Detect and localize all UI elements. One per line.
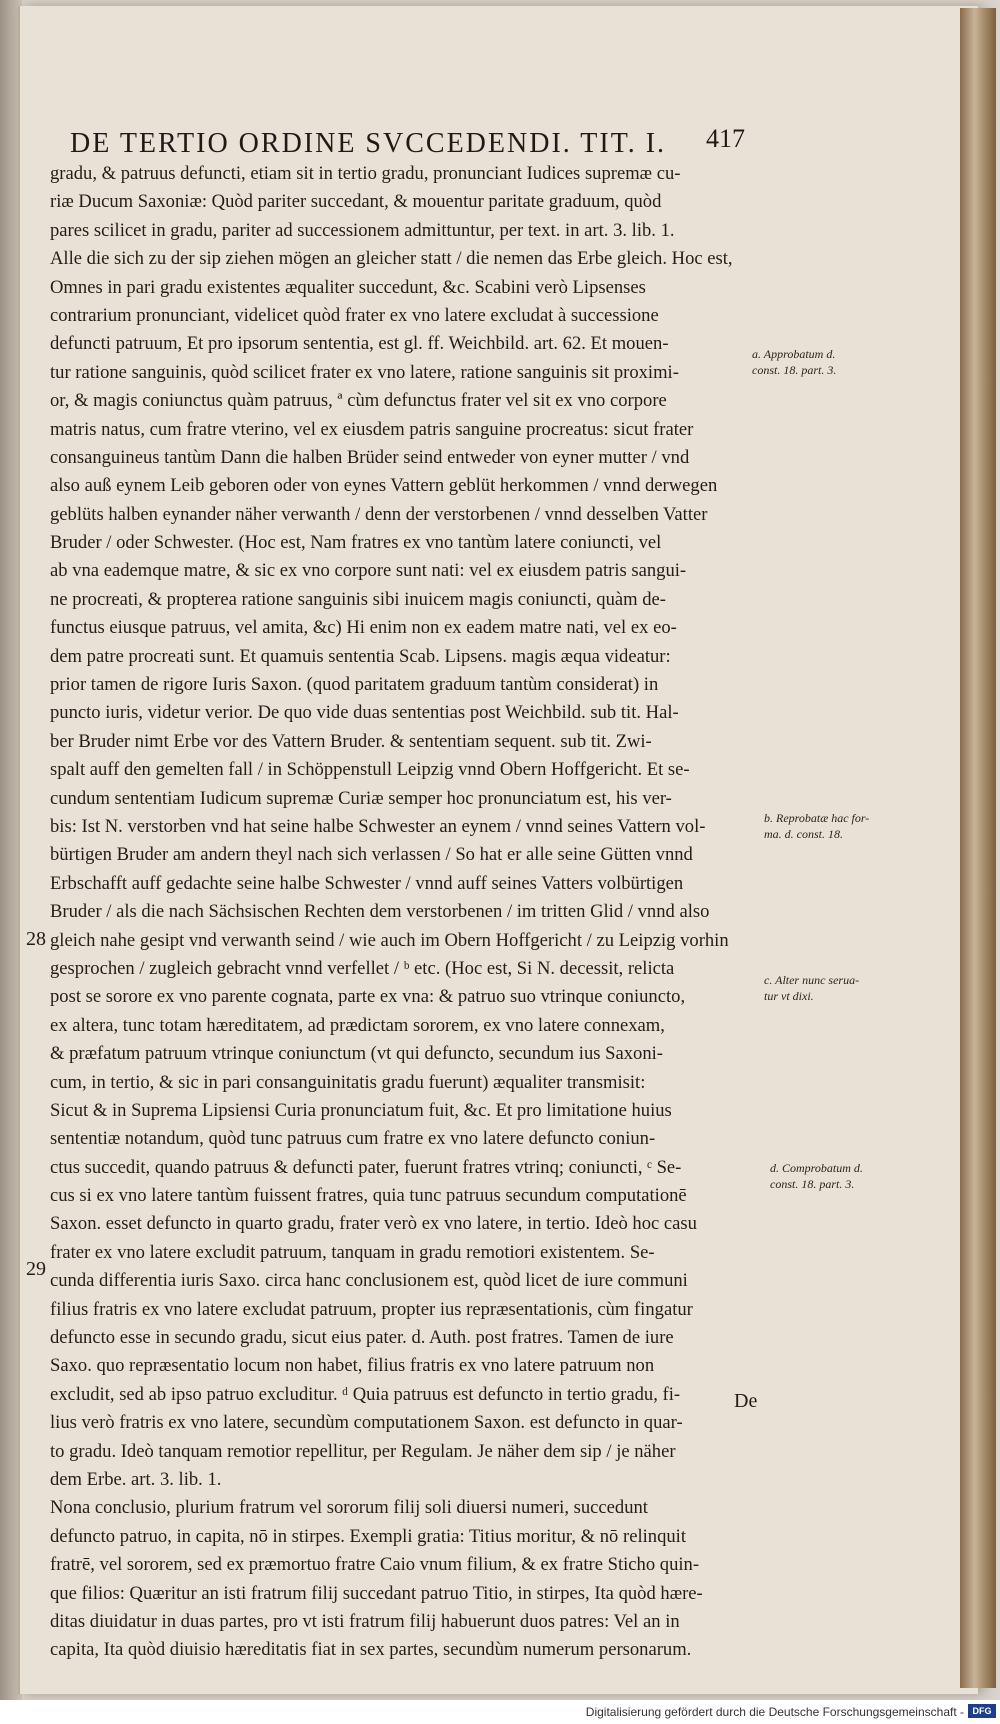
- text-line: post se sorore ex vno parente cognata, parte ex vna: & patruo suo vtrinque coniuncto,: [50, 986, 686, 1008]
- text-line: spalt auff den gemelten fall / in Schöppenstull Leipzig vnnd Obern Hoffgericht. Et se-: [50, 759, 690, 781]
- text-line: contrarium pronunciant, videlicet quòd frater ex vno latere excludat à successione: [50, 304, 659, 326]
- text-line: cum, in tertio, & sic in pari consanguinitatis gradu fuerunt) æqualiter transmisit:: [50, 1071, 646, 1093]
- page-edge: [960, 8, 996, 1688]
- text-line: gleich nahe gesipt vnd verwanth seind / wie auch im Obern Hoffgericht / zu Leipzig vorhin: [50, 929, 729, 951]
- text-line: gradu, & patruus defuncti, etiam sit in tertio gradu, pronunciant Iudices supremæ cu-: [50, 163, 681, 184]
- margin-note-a: [752, 346, 912, 378]
- footer-credit: Digitalisierung gefördert durch die Deutsche Forschungsgemeinschaft -: [585, 1705, 964, 1719]
- text-line: defuncto patruo, in capita, nō in stirpes. Exempli gratia: Titius moritur, & nō relinquit: [50, 1525, 687, 1547]
- text-line: bis: Ist N. verstorben vnd hat seine halbe Schwester an eynem / vnnd seines Vattern vol-: [50, 815, 706, 837]
- text-line: Nona conclusio, plurium fratrum vel sororum filij soli diuersi numeri, succedunt: [50, 1497, 648, 1519]
- page-number: 417: [706, 124, 745, 153]
- text-line: or, & magis coniunctus quàm patruus, ª cùm defunctus frater vel sit ex vno corpore: [50, 390, 667, 412]
- text-line: riæ Ducum Saxoniæ: Quòd pariter succedant, & mouentur paritate graduum, quòd: [50, 191, 662, 213]
- text-line: ber Bruder nimt Erbe vor des Vattern Bruder. & sententiam sequent. sub tit. Zwi-: [50, 730, 652, 752]
- text-line: ditas diuidatur in duas partes, pro vt isti fratrum filij habuerunt duos patres: Vel an in: [50, 1610, 680, 1632]
- dfg-logo-icon: DFG: [968, 1704, 996, 1718]
- text-line: frater ex vno latere excludit patruum, tanquam in gradu remotiori existentem. Se-: [50, 1241, 655, 1263]
- text-line: Bruder / oder Schwester. (Hoc est, Nam fratres ex vno tantùm latere coniuncti, vel: [50, 532, 662, 554]
- text-line: excludit, sed ab ipso patruo excluditur. ᵈ Quia patruus est defuncto in tertio gradu, fi-: [50, 1383, 681, 1405]
- text-line: Omnes in pari gradu existentes æqualiter succedunt, &c. Scabini verò Lipsenses: [50, 276, 646, 298]
- text-line: lius verò fratris ex vno latere, secundùm computationem Saxon. est defuncto in quar-: [50, 1412, 683, 1434]
- text-line: functus eiusque patruus, vel amita, &c) Hi enim non ex eadem matre nati, vel ex eo-: [50, 617, 677, 639]
- text-line: geblüts halben eynander näher verwanth / denn der verstorbenen / vnnd desselben Vatter: [50, 503, 708, 525]
- body-text: [50, 160, 745, 1665]
- text-line: dem Erbe. art. 3. lib. 1.: [50, 1468, 222, 1490]
- text-line: cunda differentia iuris Saxo. circa hanc conclusionem est, quòd licet de iure communi: [50, 1270, 688, 1292]
- text-line: tur ratione sanguinis, quòd scilicet frater ex vno latere, ratione sanguinis sit proximi-: [50, 361, 679, 383]
- text-line: cundum sententiam Iudicum supremæ Curiæ semper hoc pronunciatum est, his ver-: [50, 787, 672, 809]
- margin-note-line: b. Reprobatæ hac for-: [764, 811, 870, 825]
- text-line: ex altera, tunc totam hæreditatem, ad prædictam sororem, ex vno latere connexam,: [50, 1014, 665, 1036]
- text-line: & præfatum patruum vtrinque coniunctum (vt qui defuncto, secundum ius Saxoni-: [50, 1043, 663, 1065]
- text-line: to gradu. Ideò tanquam remotior repellitur, per Regulam. Je näher dem sip / je näher: [50, 1440, 676, 1462]
- text-line: Sicut & in Suprema Lipsiensi Curia pronunciatum fuit, &c. Et pro limitatione huius: [50, 1099, 672, 1121]
- text-line: Saxo. quo repræsentatio locum non habet, filius fratris ex vno latere patruum non: [50, 1355, 655, 1377]
- margin-note-line: tur vt dixi.: [764, 989, 814, 1003]
- margin-note-line: const. 18. part. 3.: [752, 363, 837, 377]
- margin-note-d: [770, 1160, 930, 1192]
- paragraph-number: 29: [26, 1258, 46, 1280]
- text-line: bürtigen Bruder am andern theyl nach sich verlassen / So hat er alle seine Gütten vnnd: [50, 844, 693, 866]
- text-line: sententiæ notandum, quòd tunc patruus cum fratre ex vno latere defuncto coniun-: [50, 1128, 656, 1150]
- text-line: Saxon. esset defuncto in quarto gradu, frater verò ex vno latere, in tertio. Ideò hoc casu: [50, 1213, 697, 1235]
- text-line: ne procreati, & propterea ratione sanguinis sibi inuicem magis coniuncti, quàm de-: [50, 588, 666, 610]
- text-line: fratrē, vel sororem, sed ex præmortuo fratre Caio vnum filium, & ex fratre Sticho quin-: [50, 1554, 700, 1576]
- text-line: defuncti patruum, Et pro ipsorum sententia, est gl. ff. Weichbild. art. 62. Et mouen-: [50, 333, 669, 355]
- text-line: Alle die sich zu der sip ziehen mögen an gleicher statt / die nemen das Erbe gleich. Hoc est,: [50, 248, 733, 270]
- text-line: Erbschafft auff gedachte seine halbe Schwester / vnnd auff seines Vatters volbürtigen: [50, 872, 684, 894]
- paragraph-number: 28: [26, 928, 46, 950]
- margin-note-line: c. Alter nunc serua-: [764, 973, 860, 987]
- text-line: defuncto esse in secundo gradu, sicut eius pater. d. Auth. post fratres. Tamen de iure: [50, 1327, 674, 1349]
- text-line: capita, Ita quòd diuisio hæreditatis fiat in sex partes, secundùm numerum personarum.: [50, 1639, 692, 1661]
- text-line: puncto iuris, videtur verior. De quo vide duas sententias post Weichbild. sub tit. Hal-: [50, 702, 679, 724]
- margin-note-b: [764, 810, 924, 842]
- text-line: prior tamen de rigore Iuris Saxon. (quod paritatem graduum tantùm considerat) in: [50, 674, 659, 696]
- text-line: cus si ex vno latere tantùm fuissent fratres, quia tunc patruus secundum computationē: [50, 1185, 687, 1207]
- footer-bar: [0, 1700, 1000, 1724]
- text-line: filius fratris ex vno latere excludat patruum, propter ius repræsentationis, cùm fingatur: [50, 1298, 693, 1320]
- margin-note-line: a. Approbatum d.: [752, 347, 836, 361]
- text-line: ctus succedit, quando patruus & defuncti pater, fuerunt fratres vtrinq; coniuncti, ᶜ Se-: [50, 1156, 682, 1178]
- catchword: De: [734, 1390, 758, 1412]
- margin-note-line: d. Comprobatum d.: [770, 1161, 863, 1175]
- text-line: dem patre procreati sunt. Et quamuis sententia Scab. Lipsens. magis æqua videatur:: [50, 645, 671, 667]
- margin-note-line: ma. d. const. 18.: [764, 827, 843, 841]
- text-line: ab vna eademque matre, & sic ex vno corpore sunt nati: vel ex eiusdem patris sangui-: [50, 560, 687, 582]
- running-head: DE TERTIO ORDINE SVCCEDENDI. TIT. I.: [70, 128, 667, 159]
- text-line: Bruder / als die nach Sächsischen Rechten dem verstorbenen / im tritten Glid / vnnd also: [50, 901, 710, 923]
- text-line: gesprochen / zugleich gebracht vnnd verfellet / ᵇ etc. (Hoc est, Si N. decessit, relicta: [50, 957, 675, 979]
- text-line: matris natus, cum fratre vterino, vel ex eiusdem patris sanguine procreatus: sicut frater: [50, 418, 694, 440]
- text-line: que filios: Quæritur an isti fratrum filij succedant patruo Titio, in stirpes, Ita quòd hære-: [50, 1582, 703, 1604]
- text-line: pares scilicet in gradu, pariter ad successionem admittuntur, per text. in art. 3. lib. 1.: [50, 219, 675, 241]
- margin-note-line: const. 18. part. 3.: [770, 1177, 855, 1191]
- margin-note-c: [764, 972, 924, 1004]
- text-line: consanguineus tantùm Dann die halben Brüder seind entweder von eyner mutter / vnd: [50, 446, 690, 468]
- text-line: also auß eynem Leib geboren oder von eynes Vattern geblüt herkommen / vnnd derwegen: [50, 475, 718, 497]
